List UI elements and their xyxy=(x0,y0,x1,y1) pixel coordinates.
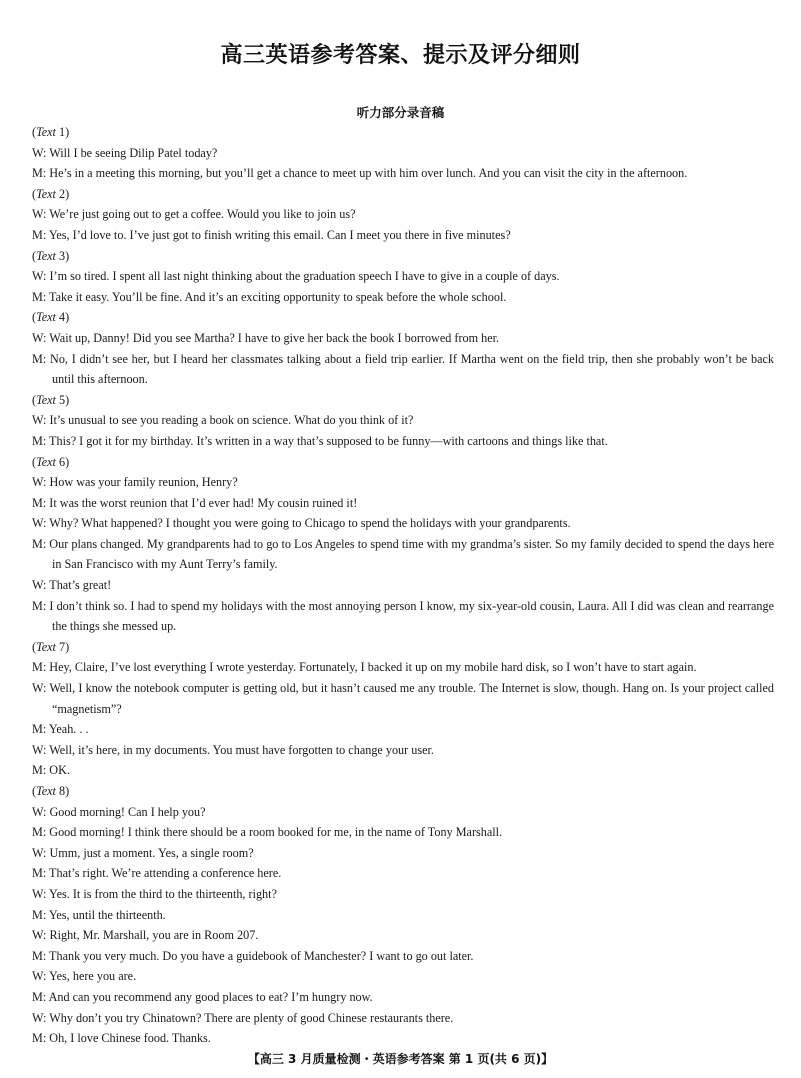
text-label-word: Text xyxy=(36,784,56,798)
page-footer: 【高三 3 月质量检测・英语参考答案 第 1 页(共 6 页)】 xyxy=(247,1052,554,1066)
dialogue-line: W: We’re just going out to get a coffee. Would you like to join us? xyxy=(32,207,356,222)
dialogue-line: W: Will I be seeing Dilip Patel today? xyxy=(32,145,218,160)
text-label xyxy=(32,122,774,143)
text-label-number: 2) xyxy=(55,186,70,201)
dialogue-line: W: Yes, here you are. xyxy=(32,969,137,984)
text-label-number: 1) xyxy=(55,125,70,139)
text-label-word: Text xyxy=(36,186,56,201)
dialogue-line: M: He’s in a meeting this morning, but you’ll get a chance to meet up with him over lunch. And you can visit the city in the afternoon. xyxy=(32,166,688,181)
dialogue-line: W: Good morning! Can I help you? xyxy=(32,804,206,819)
dialogue-line: W: Why? What happened? I thought you were going to Chicago to spend the holidays with your grandparents. xyxy=(32,516,571,531)
transcript-body xyxy=(32,122,774,1049)
dialogue-line: M: Take it easy. You’ll be fine. And it’s an exciting opportunity to speak before the whole school. xyxy=(32,289,507,304)
dialogue-line: W: How was your family reunion, Henry? xyxy=(32,475,238,490)
text-label xyxy=(32,781,774,802)
text-label xyxy=(32,452,774,473)
text-label xyxy=(32,390,774,411)
dialogue-line: M: That’s right. We’re attending a conference here. xyxy=(32,866,282,881)
dialogue-line: M: Thank you very much. Do you have a guidebook of Manchester? I want to go out later. xyxy=(32,948,474,963)
dialogue-line: W: Well, it’s here, in my documents. You must have forgotten to change your user. xyxy=(32,742,434,757)
dialogue-line: W: Well, I know the notebook computer is getting old, but it hasn’t caused me any trouble. The Internet is slow, though. Hang on. Is your project called “magnetism”? xyxy=(32,681,774,716)
text-label-word: Text xyxy=(36,248,56,263)
dialogue-line: W: Umm, just a moment. Yes, a single room? xyxy=(32,845,254,860)
dialogue-line: W: Yes. It is from the third to the thirteenth, right? xyxy=(32,886,277,901)
dialogue-line: W: Right, Mr. Marshall, you are in Room 207. xyxy=(32,928,259,943)
text-label-number: 4) xyxy=(55,310,70,325)
page-title: 高三英语参考答案、提示及评分细则 xyxy=(220,43,581,68)
text-label-paren: ( xyxy=(32,784,37,798)
dialogue-line: M: Yeah. . . xyxy=(32,722,89,737)
dialogue-line: W: Why don’t you try Chinatown? There are plenty of good Chinese restaurants there. xyxy=(32,1010,454,1025)
text-label-word: Text xyxy=(36,392,56,407)
text-label-paren: ( xyxy=(32,248,37,263)
dialogue-line: W: Wait up, Danny! Did you see Martha? I have to give her back the book I borrowed from her. xyxy=(32,330,500,345)
text-label-number: 7) xyxy=(55,639,70,654)
text-label-number: 3) xyxy=(55,248,70,263)
dialogue-line: M: I don’t think so. I had to spend my holidays with the most annoying person I know, my six-year-old cousin, Laura. All I did was clean and rearrange the things she messed up. xyxy=(32,598,774,634)
dialogue-line: M: Oh, I love Chinese food. Thanks. xyxy=(32,1031,211,1046)
dialogue-line: W: That’s great! xyxy=(32,578,112,593)
text-label-number: 8) xyxy=(55,784,70,798)
text-label-paren: ( xyxy=(32,454,37,469)
text-label-paren: ( xyxy=(32,310,37,325)
text-label-number: 6) xyxy=(55,454,70,469)
text-label-paren: ( xyxy=(32,639,37,654)
text-label-word: Text xyxy=(36,639,56,654)
dialogue-line: M: Our plans changed. My grandparents had to go to Los Angeles to spend time with my grandma’s sister. So my family decided to spend the days here in San Francisco with my Aunt Terry’s family. xyxy=(32,536,774,572)
dialogue-line: M: No, I didn’t see her, but I heard her classmates talking about a field trip earlier. If Martha went on the field trip, then she probably won’t be back until this afternoon. xyxy=(32,351,774,387)
text-label-number: 5) xyxy=(55,392,70,407)
text-label-word: Text xyxy=(36,454,56,469)
text-label-word: Text xyxy=(36,125,56,139)
text-label-paren: ( xyxy=(32,125,37,139)
dialogue-line: M: OK. xyxy=(32,763,70,778)
dialogue-line: M: Hey, Claire, I’ve lost everything I wrote yesterday. Fortunately, I backed it up on my mobile hard disk, so I won’t have to start again. xyxy=(32,660,697,675)
text-label-paren: ( xyxy=(32,392,37,407)
text-label-word: Text xyxy=(36,310,56,325)
text-label xyxy=(32,246,774,267)
text-label xyxy=(32,184,774,205)
text-label-paren: ( xyxy=(32,186,37,201)
dialogue-line: M: Good morning! I think there should be a room booked for me, in the name of Tony Marshall. xyxy=(32,825,503,840)
dialogue-line: M: This? I got it for my birthday. It’s written in a way that’s supposed to be funny—with cartoons and things like that. xyxy=(32,433,608,448)
text-label xyxy=(32,637,774,658)
section-title: 听力部分录音稿 xyxy=(356,105,445,120)
dialogue-line: M: It was the worst reunion that I’d ever had! My cousin ruined it! xyxy=(32,495,358,510)
dialogue-line: M: And can you recommend any good places to eat? I’m hungry now. xyxy=(32,989,373,1004)
dialogue-line: W: I’m so tired. I spent all last night thinking about the graduation speech I have to give in a couple of days. xyxy=(32,269,560,284)
text-label xyxy=(32,307,774,328)
dialogue-line: M: Yes, I’d love to. I’ve just got to finish writing this email. Can I meet you there in five minutes? xyxy=(32,227,511,242)
dialogue-line: W: It’s unusual to see you reading a book on science. What do you think of it? xyxy=(32,413,414,428)
dialogue-line: M: Yes, until the thirteenth. xyxy=(32,907,166,922)
